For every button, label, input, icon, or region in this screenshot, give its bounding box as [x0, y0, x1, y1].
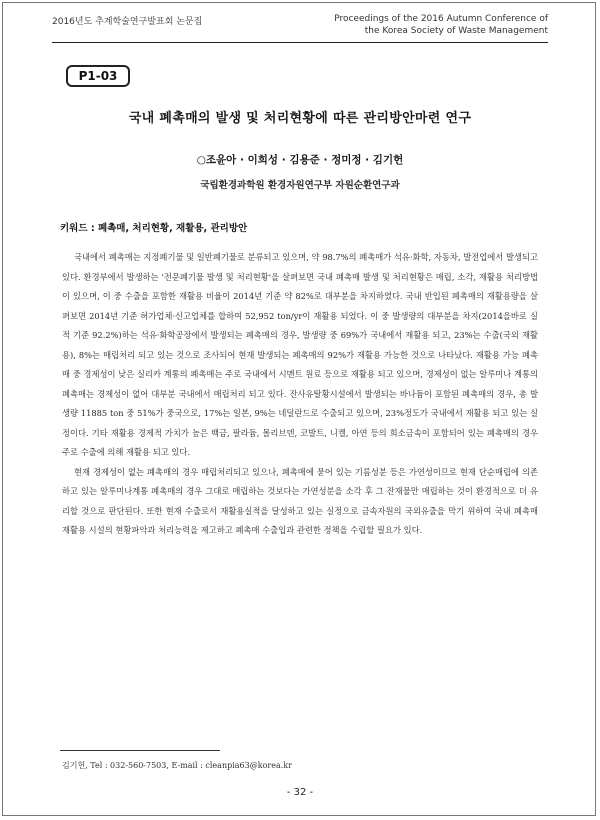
footnote-rule	[60, 750, 220, 751]
running-header-left: 2016년도 추계학술연구발표회 논문집	[52, 17, 203, 27]
running-header-right	[288, 13, 548, 37]
paragraph: 현재 경제성이 없는 폐촉매의 경우 매립처리되고 있으나, 폐촉매에 묻어 있는 기름성분 등은 가연성이므로 현재 단순매립에 의존하고 있는 알루미나계통 폐촉매의 경우 그대로 매립하는 것보다는 가연성분을 소각 후 그 잔재물만 매립하는 것이 환경적으로 더 유리할 것으로 판단된다. 또한 현재 수출로서 재활용실적을 달성하고 있는 실정으로 금속자원의 국외유출을 막기 위하여 국내 폐촉매 재활용 시설의 현황파악과 처리능력을 제고하고 폐촉매 수출입과 관련한 정책을 수립할 필요가 있다.	[62, 466, 538, 535]
paper-title: 국내 폐촉매의 발생 및 처리현황에 따른 관리방안마련 연구	[128, 111, 472, 126]
running-header-right-line2: the Korea Society of Waste Management	[364, 26, 548, 36]
paper-id-badge: P1-03	[66, 65, 130, 87]
keywords: 키워드 : 폐촉매, 처리현황, 재활용, 관리방안	[60, 223, 248, 234]
page-number: - 32 -	[286, 787, 314, 798]
header-rule	[52, 42, 548, 43]
affiliation: 국립환경과학원 환경자원연구부 자원순환연구과	[200, 180, 400, 191]
abstract-body	[62, 248, 538, 541]
author-list: ○조윤아 · 이희성 · 김용준 · 정미정 · 김기헌	[196, 154, 404, 166]
running-header-right-line1: Proceedings of the 2016 Autumn Conference of	[334, 14, 548, 24]
corresponding-author-footnote: 김기헌, Tel : 032-560-7503, E-mail : cleanpia63@korea.kr	[62, 761, 292, 770]
paragraph: 국내에서 폐촉매는 지정폐기물 및 일반폐기물로 분류되고 있으며, 약 98.7%의 폐촉매가 석유·화학, 자동차, 발전업에서 발생되고 있다. 환경부에서 발생하는 '전문폐기물 발생 및 처리현황'을 살펴보면 국내 폐촉매 발생 및 처리현황은 매립, 소각, 재활용 처리방법이 있으며, 이 중 수출을 포함한 재활용 비율이 2014년 기준 약 82%로 대부분을 차지하였다. 국내 반입된 폐촉매의 재활용량을 살펴보면 2014년 기준 허가업체·신고업체를 합하여 52,952 ton/yr이 재활용 되었다. 이 중 발생량의 대부분을 차지(2014을바로 실적 기준 92.2%)하는 석유·화학공장에서 발생되는 폐촉매의 경우, 발생량 중 69%가 국내에서 재활용 되고, 23%는 수출(국외 재활용), 8%는 매립처리 되고 있는 것으로 조사되어 현재 발생되는 폐촉매의 92%가 재활용 가능한 것으로 나타났다. 재활용 가능 폐촉매 중 경제성이 낮은 실리카 계통의 폐촉매는 주로 국내에서 시멘트 원료 등으로 재활용 되고 있으며, 경제성이 없는 알루미나 계통의 폐촉매는 경제성이 없어 대부분 국내에서 매립처리 되고 있다. 잔사유탈황시설에서 발생되는 바나듐이 포함된 폐촉매의 경우, 총 발생량 11885 ton 중 51%가 중국으로, 17%는 일본, 9%는 네덜란드로 수출되고 있으며, 23%정도가 국내에서 재활용 되고 있는 실정이다. 기타 재활용 경제적 가치가 높은 백금, 팔라듐, 몰리브덴, 코발트, 니켈, 아연 등의 희소금속이 포함되어 있는 폐촉매의 경우 주로 수출에 의해 재활용 되고 있다.	[62, 252, 538, 457]
